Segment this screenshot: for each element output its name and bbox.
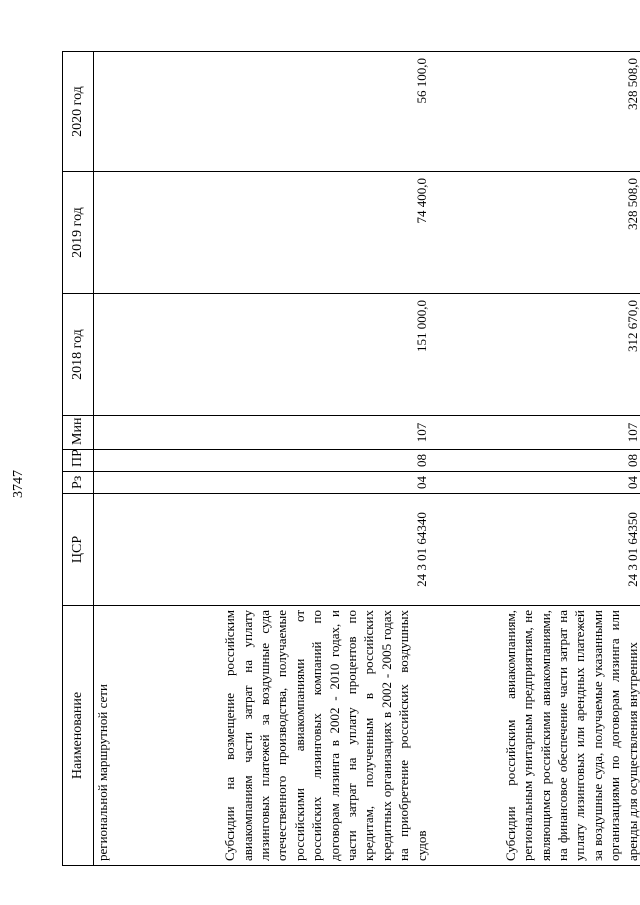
table-row — [114, 52, 430, 866]
header-rz: Рз — [63, 472, 94, 494]
header-min: Мин — [63, 416, 94, 450]
row-2018: 151 000,0 — [114, 294, 430, 416]
row-csr: 24 3 01 64350 — [430, 494, 640, 606]
header-pr: ПР — [63, 450, 94, 472]
row-pr: 08 — [430, 450, 640, 472]
row-name: Субсидии российским авиакомпаниям, региональным унитарным предприятиям, не являющимся российскими авиакомпаниями, на финансовое обеспечение части затрат на уплату лизинговых или арендных платежей за воздушные суда, получаемые указанными организациями по договорам лизинга или аренды для осуществления внутренних — [430, 606, 640, 866]
header-name: Наименование — [63, 606, 94, 866]
row-min: 107 — [114, 416, 430, 450]
page-number: 3747 — [11, 470, 26, 498]
header-2019: 2019 год — [63, 172, 94, 294]
row-2019: 74 400,0 — [114, 172, 430, 294]
table-row — [430, 52, 640, 866]
header-csr: ЦСР — [63, 494, 94, 606]
rotated-page — [62, 52, 640, 866]
row-name: региональной маршрутной сети — [94, 606, 115, 866]
budget-table — [62, 51, 640, 866]
header-row — [63, 52, 94, 866]
row-csr: 24 3 01 64340 — [114, 494, 430, 606]
row-2020: 328 508,0 — [430, 52, 640, 172]
row-2018: 312 670,0 — [430, 294, 640, 416]
row-rz: 04 — [430, 472, 640, 494]
row-2019: 328 508,0 — [430, 172, 640, 294]
row-name: Субсидии на возмещение российским авиакомпаниям части затрат на уплату лизинговых платежей за воздушные суда отечественного производства, получаемые российскими авиакомпаниями от российских лизинговых компаний по договорам лизинга в 2002 - 2010 годах, и части затрат на уплату процентов по кредитам, полученным в российских кредитных организациях в 2002 - 2005 годах на приобретение российских воздушных судов — [114, 606, 430, 866]
row-min: 107 — [430, 416, 640, 450]
row-pr: 08 — [114, 450, 430, 472]
row-2020: 56 100,0 — [114, 52, 430, 172]
table-row — [94, 52, 115, 866]
header-2018: 2018 год — [63, 294, 94, 416]
row-rz: 04 — [114, 472, 430, 494]
header-2020: 2020 год — [63, 52, 94, 172]
